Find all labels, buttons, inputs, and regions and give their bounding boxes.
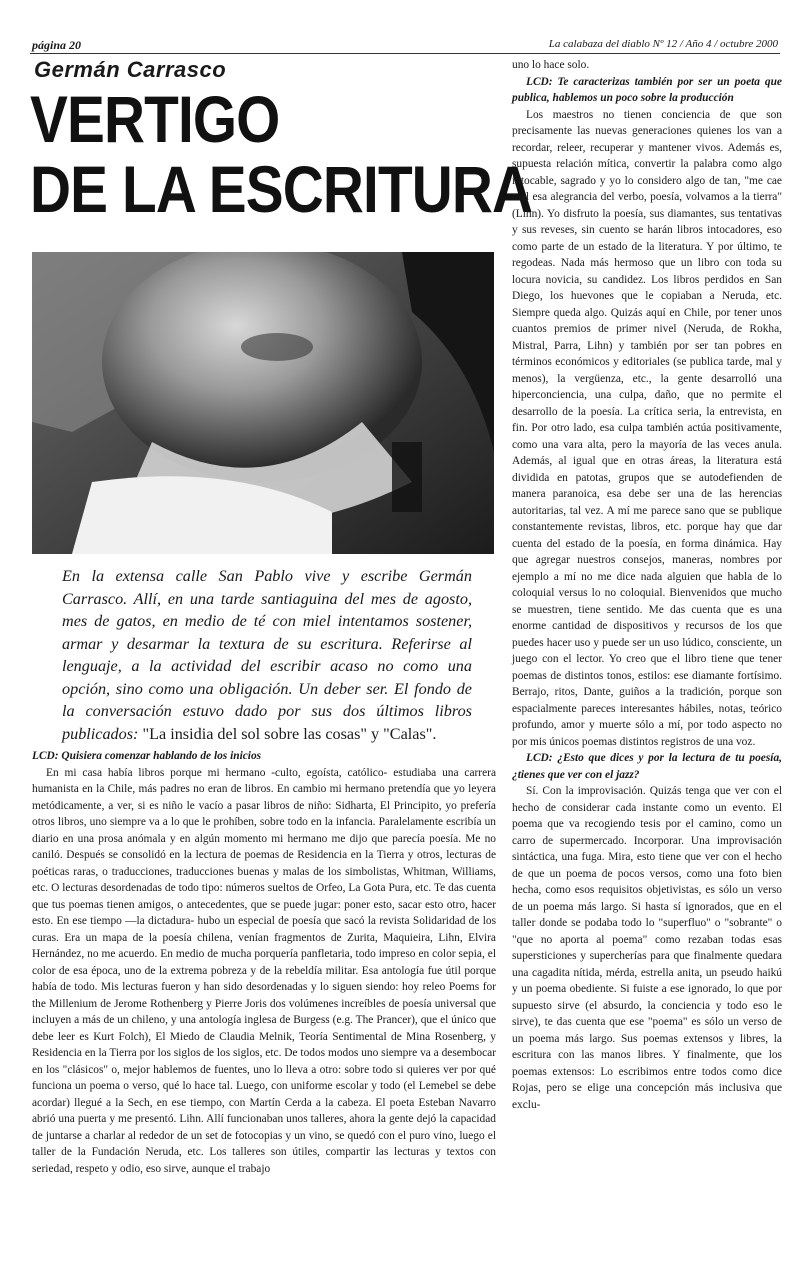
portrait-photo-icon — [32, 252, 494, 554]
answer-3: Sí. Con la improvisación. Quizás tenga que ver con el hecho de considerar cada instante como un evento. El poema que va recogiendo tesis por el camino, como un carro de supermercado. Incorporar. Una improvisación sintáctica, una fuga. Mira, esto tiene que ver con el hecho de que un poema de pocos versos, como una foto bien hecha, como esos requisitos objetivistas, es sólo un verso de un poema más largo. Si hasta sí ignorados, que en el taller donde se podaba todo lo "superfluo" o "sobrante" o "que no aporta al poema" como rezaban todas esas supersticiones y supercherías para que finalmente quedara una cagadita nítida, mérda, estrella anita, un pseudo haikú y un poema obediente. Si fuiste a ese ignorado, lo que por supuesto sirve (el absurdo, la conciencia y todo eso le sirve), te das cuenta que ese "poema" es sólo un verso de un poema más largo. Sus poemas extensos y libres, la escritura con las manos libres. Y finalmente, que los poemas extensos: Lo escribimos entre todos como dice Rojas, pero se elige una concepción más inclusiva que exclu- — [512, 785, 782, 1111]
continuation-text: uno lo hace solo. — [512, 59, 590, 71]
answer-2: Los maestros no tienen conciencia de que son precisamente las nuevas generaciones quienes los van a recordar, releer, recuperar y mantener vivos. Además es, supuesta relación mítica, convertir la palabra como algo intocable, sagrado y yo lo considero algo de tan, "me cae mal esa alegrancia del verbo, poesía, volvamos a la tierra" (Lihn). Yo disfruto la poesía, sus diamantes, sus tentativas y sus reveses, sin cuento se harán libros intocadores, eso como parte de un estado de la literatura. Y por último, te regodeas. Nada más hermoso que un libro con toda su locura novicia, su candidez. Los libros perdidos en San Diego, los huevones que le copiaban a Neruda, etc. Siempre queda algo. Quizás aquí en Chile, por tener unos cuantos premios de primer nivel (Neruda, de Rokha, Mistral, Parra, Lihn) y también por ser tan pobres en términos económicos y editoriales (se publica tarde, mal y menos), la vergüenza, etc., la gente desarrolló una hiperconciencia, una culpa, daño, que no permite el desarrollo de la poesía. La crítica seria, la entrevista, en fin. Por otro lado, esa culpa también actúa positivamente, como una vara alta, pero la mayoría de las veces anula. Además, al igual que en otras áreas, la literatura está dividida en patotas, grupos que se autodefienden de manera paranoica, esa debe ser una de las herencias autoritarias, tal vez. A mí me parece sano que se publique constantemente revistas, libros, etc. porque hay que dar cuenta del estado de la poesía, en forma dinámica. Hay que agregar nuestros consejos, maneras, nombres por ejemplo a mí no me dice nada alguien que habla de lo coloquial versus lo no coloquial. Bienvenidos que mucho se muestren, tiene sentido. Me das cuenta que es una enorme cantidad de dispositivos y recursos de los que puedes hacer uso y puede ser un uso lúdico, consciente, un juego con el lector. Yo creo que el libro tiene que tener poemas de distintos tonos, estilos: ese diamante fortísimo. Berrajo, ritos, Dante, guiños a la tradición, porque son espacialmente pareces interesantes hábiles, notas, teórico profundo, amor y muerte sólo a mí, por todo aspecto no por mis únicos poemas distintos registros de una voz. — [512, 108, 782, 748]
author-name: Germán Carrasco — [34, 57, 227, 82]
lead-text: En la extensa calle San Pablo vive y escribe Germán Carrasco. Allí, en una tarde santiaguina del mes de agosto, mes de gatos, en medio de té con miel intentamos sostener, armar y desarmar la textura de su escritura. Referirse al lenguaje, a la actividad del escribir acaso no como una opción, sino como una obligación. Un deber ser. El fondo de la conversación estuvo dado por sus dos últimos libros publicados: — [62, 567, 472, 743]
answer-1: En mi casa había libros porque mi hermano -culto, egoísta, católico- estudiaba una carrera humanista en la Chile, más padres no eran de libros. En cambio mi hermano pretendía que yo leyera metódicamente, a ver, si es niño le vacío a pasar libros de niño: Sidharta, El Principito, yo prefería otros libros, uno siempre va a lo que le prohíben, sobre todo en la infancia. Paralelamente escribía un diario en una prosa anómala y en algún momento mi hermano me dijo que parecía poesía. Me no caniló. Después se consolidó en la lectura de poemas de Residencia en la Tierra y otros, lecturas de poéticas raras, o traducciones, traducciones buenas y malas de los simbolistas, Whitman, Williams, etc. O lecturas desordenadas de todo tipo: números sueltos de Orfeo, La Gota Pura, etc. Te das cuenta que tus poemas tienen amigos, o antecedentes, que se puede jugar: poner esto, sacar esto otro, hacer esto. En ese tiempo —la dictadura- hubo un especial de poesía que sacó la revista Solidaridad de los curas. Era un mapa de la poesía chilena, venían fragmentos de Zurita, Maquieira, Lihn, Elvira Hernández, no me acuerdo. En medio de mucha porquería panfletaria, todo impreso en color sepia, el color de esa época, uno de la extrema pobreza y de la rebeldía militar. Esa antología fue útil porque había de todo. Mis lecturas fueron y han sido desordenadas y lo siguen siendo: hoy releo Poems for the Millenium de Jerome Rothenberg y Pierre Joris dos volúmenes increíbles de poesía universal que incluyen a más de un chileno, y una antología inglesa de Burgess (e.g. The Prancer), que el único que debe leer es Kurt Folch), El Miedo de Claudia Melnik, Teoría Sentimental de Mina Rosenberg, y Residencia en la Tierra por los siglos de los siglos, etc. De todos modos uno siempre va a desembocar en los "clásicos" o, mejor hablemos de fuentes, uno lo lleva a otro: sobre todo si quieres ver por qué funciona un poema o verso, qué lo hace tal. Luego, con uniforme escolar y todo (el Lemebel se debe acordar) llegué a la Sech, en ese tiempo, con Martín Cerda a la cabeza. El poeta Esteban Navarro abrió una puerta y me presentó. Lihn. Allí funcionaban unos talleres, ahora la gente dejó la capacidad de juntarse a charlar al rededor de un set de fotocopias y un vino, se quedó con el puro vino, luego el taller de la Fundación Neruda, etc. Los talleres son útiles, compartir las lecturas y textos con seriedad, respeto y odio, eso sirve, aunque el trabajo — [32, 766, 496, 1175]
article-title — [30, 82, 533, 226]
lead-paragraph — [62, 565, 472, 745]
question-3: LCD: ¿Esto que dices y por la lectura de tu poesía, ¿tienes que ver con el jazz? — [512, 752, 782, 781]
title-line-1: VERTIGO — [30, 82, 280, 156]
question-1: LCD: Quisiera comenzar hablando de los inicios — [32, 750, 262, 762]
left-column — [32, 748, 496, 1177]
right-column — [512, 57, 782, 1113]
title-line-2: DE LA ESCRITURA — [30, 152, 533, 226]
header-rule — [30, 53, 780, 54]
publication-info: La calabaza del diablo Nº 12 / Año 4 / octubre 2000 — [548, 38, 778, 50]
question-2: LCD: Te caracterizas también por ser un poeta que publica, hablemos un poco sobre la producción — [512, 75, 782, 104]
portrait-photo — [32, 252, 494, 554]
lead-books: "La insidia del sol sobre las cosas" y "Calas". — [142, 724, 437, 743]
page-number: página 20 — [32, 38, 82, 52]
